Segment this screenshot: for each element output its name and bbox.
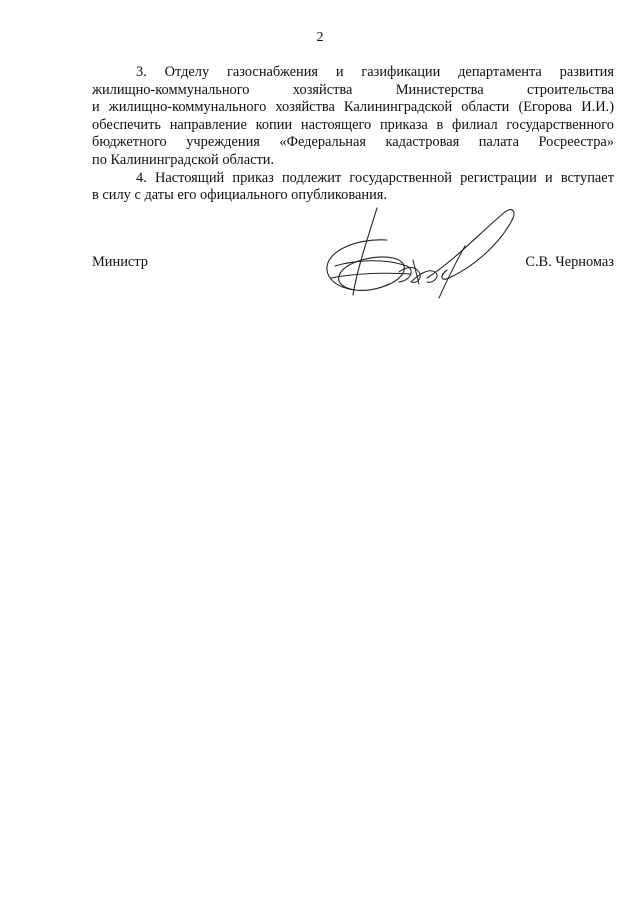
signature-stroke bbox=[427, 210, 514, 280]
signature-stroke bbox=[331, 273, 411, 278]
paragraph-4-line-1: 4. Настоящий приказ подлежит государственной регистрации и вступает bbox=[136, 169, 614, 186]
signature-stroke bbox=[353, 208, 377, 295]
paragraph-3-line-6: по Калининградской области. bbox=[92, 151, 275, 168]
page-number: 2 bbox=[316, 30, 324, 45]
paragraph-3 bbox=[92, 64, 614, 170]
signatory-title: Министр bbox=[92, 254, 148, 270]
paragraph-4-line-2: в силу с даты его официального опубликования. bbox=[92, 187, 387, 204]
paragraph-3-line-4: обеспечить направление копии настоящего приказа в филиал государственного bbox=[92, 116, 614, 133]
document-body bbox=[92, 64, 614, 205]
paragraph-3-line-3: и жилищно-коммунального хозяйства Калининградской области (Егорова И.И.) bbox=[92, 99, 614, 116]
paragraph-3-line-5: бюджетного учреждения «Федеральная кадастровая палата Росреестра» bbox=[92, 134, 614, 151]
signatory-name: С.В. Черномаз bbox=[525, 254, 614, 270]
signature-stroke bbox=[413, 260, 419, 284]
handwritten-signature bbox=[315, 200, 525, 310]
paragraph-3-line-2: жилищно-коммунального хозяйства Министерства строительства bbox=[92, 81, 614, 98]
paragraph-3-line-1: 3. Отделу газоснабжения и газификации департамента развития bbox=[136, 64, 614, 80]
